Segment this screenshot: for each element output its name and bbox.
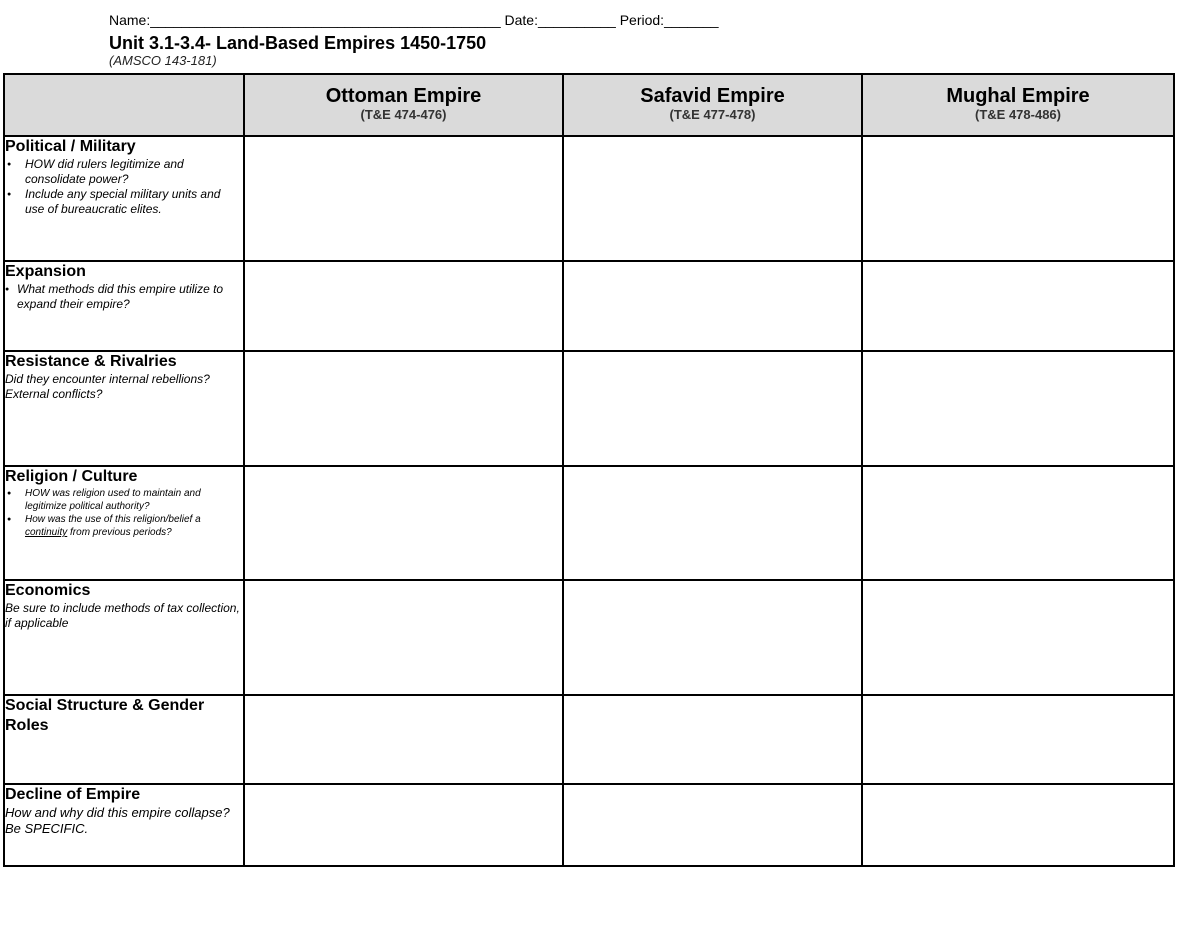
page-title: Unit 3.1-3.4- Land-Based Empires 1450-1750 (109, 33, 487, 53)
row-label-resistance-rivalries (4, 351, 244, 466)
answer-cell-ottoman[interactable] (244, 580, 563, 695)
answer-cell-ottoman[interactable] (244, 351, 563, 466)
row-label-religion-culture (4, 466, 244, 580)
table-row (4, 261, 1174, 351)
prompt-item: ● HOW was religion used to maintain and legitimize political authority? (5, 487, 243, 513)
row-title: Social Structure & Gender Roles (5, 697, 205, 734)
row-prompts (5, 157, 243, 217)
table-row (4, 351, 1174, 466)
row-note: Did they encounter internal rebellions? External conflicts? (5, 372, 210, 401)
row-title: Economics (5, 582, 91, 599)
prompt-item: ● HOW did rulers legitimize and consolidate power? (5, 157, 243, 187)
answer-cell-safavid[interactable] (563, 466, 862, 580)
answer-cell-safavid[interactable] (563, 261, 862, 351)
prompt-item (5, 513, 243, 539)
header-corner-cell (4, 74, 244, 136)
answer-cell-safavid[interactable] (563, 351, 862, 466)
answer-cell-mughal[interactable] (862, 261, 1174, 351)
answer-cell-ottoman[interactable] (244, 466, 563, 580)
row-label-decline (4, 784, 244, 866)
prompt-underlined-word: continuity (25, 527, 68, 538)
answer-cell-mughal[interactable] (862, 695, 1174, 784)
column-header-safavid (563, 74, 862, 136)
name-date-period-line[interactable]: Name:_____________________________________________ Date:__________ Period:_______ (109, 12, 719, 28)
table-row (4, 136, 1174, 261)
row-label-expansion (4, 261, 244, 351)
column-pages: (T&E 474-476) (360, 107, 447, 122)
row-note: Be sure to include methods of tax collection, if applicable (5, 601, 240, 630)
answer-cell-mughal[interactable] (862, 784, 1174, 866)
column-title: Mughal Empire (946, 85, 1090, 107)
answer-cell-ottoman[interactable] (244, 695, 563, 784)
table-row (4, 784, 1174, 866)
row-note: How and why did this empire collapse? Be SPECIFIC. (5, 805, 230, 836)
column-title: Ottoman Empire (325, 85, 482, 107)
row-label-economics (4, 580, 244, 695)
answer-cell-safavid[interactable] (563, 136, 862, 261)
answer-cell-safavid[interactable] (563, 784, 862, 866)
column-header-mughal (862, 74, 1174, 136)
column-header-ottoman (244, 74, 563, 136)
answer-cell-ottoman[interactable] (244, 784, 563, 866)
page-subtitle: (AMSCO 143-181) (109, 53, 217, 68)
answer-cell-ottoman[interactable] (244, 261, 563, 351)
column-pages: (T&E 478-486) (975, 107, 1061, 122)
answer-cell-mughal[interactable] (862, 136, 1174, 261)
row-prompts (5, 487, 243, 539)
table-row (4, 580, 1174, 695)
row-title: Expansion (5, 263, 86, 280)
answer-cell-mughal[interactable] (862, 466, 1174, 580)
answer-cell-mughal[interactable] (862, 351, 1174, 466)
answer-cell-safavid[interactable] (563, 695, 862, 784)
table-header-row (4, 74, 1174, 136)
answer-cell-ottoman[interactable] (244, 136, 563, 261)
row-title: Political / Military (5, 138, 136, 155)
column-pages: (T&E 477-478) (669, 107, 756, 122)
answer-cell-mughal[interactable] (862, 580, 1174, 695)
row-label-social-structure (4, 695, 244, 784)
empires-comparison-table (3, 73, 1175, 867)
row-label-political-military (4, 136, 244, 261)
table-row (4, 695, 1174, 784)
row-title: Decline of Empire (5, 786, 141, 803)
prompt-item: ● Include any special military units and use of bureaucratic elites. (5, 187, 243, 217)
row-title: Resistance & Rivalries (5, 353, 177, 370)
column-title: Safavid Empire (640, 85, 785, 107)
prompt-text: How was the use of this religion/belief a (25, 514, 201, 525)
row-prompts (5, 282, 243, 312)
worksheet-header (109, 10, 1109, 68)
table-row (4, 466, 1174, 580)
prompt-text: from previous periods? (67, 527, 172, 538)
prompt-item: ● What methods did this empire utilize to expand their empire? (5, 282, 243, 312)
row-title: Religion / Culture (5, 468, 138, 485)
answer-cell-safavid[interactable] (563, 580, 862, 695)
